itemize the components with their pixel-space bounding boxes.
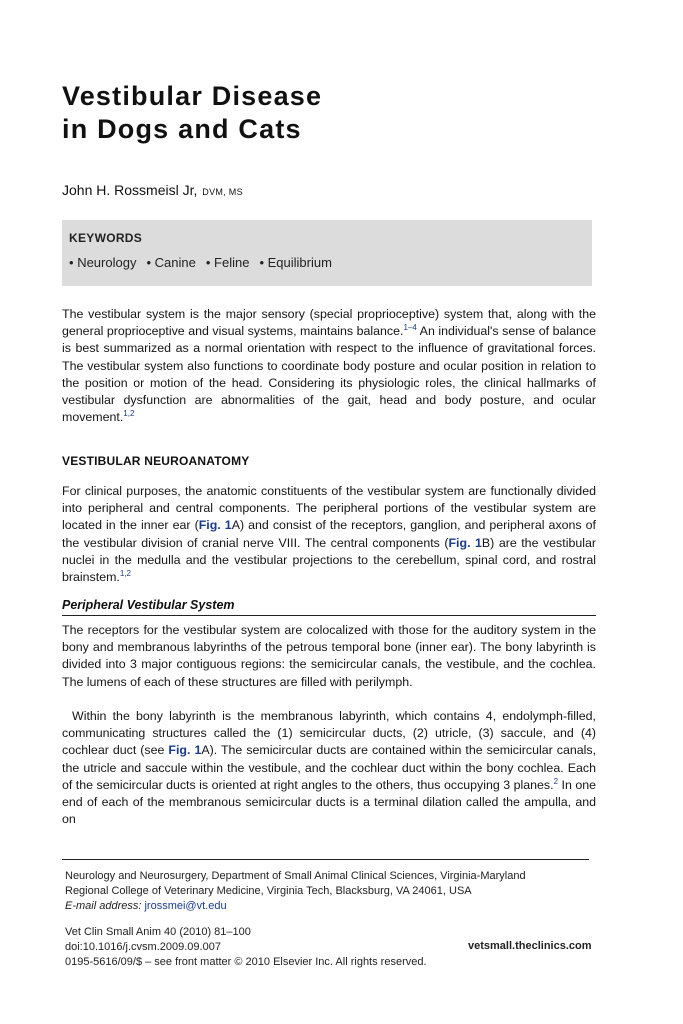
email-line — [65, 899, 595, 914]
keyword-text: Feline — [214, 255, 250, 270]
figure-link[interactable]: Fig. 1 — [168, 743, 202, 758]
citation-block — [65, 925, 427, 970]
intro-paragraph: The vestibular system is the major sensory (special proprioceptive) system that, along with the general proprioceptive and visual systems, maintains balance.$^{1-4}$ An individual's sense of balance is best summarized as a normal orientation with respect to the influence of gravitational forces. The vestibular system also functions to coordinate body posture and ocular position in relation to the position or motion of the head. Considering its physiologic roles, the clinical hallmarks of vestibular dysfunction are abnormalities of the gait, head and body posture, and ocular movement.$^{1,2}$ — [62, 307, 596, 425]
peripheral-paragraph-2: Within the bony labyrinth is the membranous labyrinth, which contains 4, endolymph-filled, communicating structures called the (1) semicircular ducts, (2) utricle, (3) saccule, and (4) cochlear duct (see Fig. 1A). The semicircular ducts are contained within the semicircular canals, the utricle and saccule within the vestibule, and the cochlear duct within the bony cochlea. Each of the semicircular ducts is oriented at right angles to the others, thus occupying 3 planes.$^2$ In one end of each of the membranous semicircular ducts is a terminal dilation called the ampulla, and on — [62, 709, 597, 827]
section-heading: VESTIBULAR NEUROANATOMY — [62, 454, 250, 468]
email-label: E-mail address: — [65, 900, 142, 912]
keyword-text: Canine — [154, 255, 196, 270]
journal-citation: Vet Clin Small Anim 40 (2010) 81–100 — [65, 926, 251, 938]
keyword-item — [69, 255, 136, 270]
copyright-line: 0195-5616/09/$ – see front matter © 2010 Elsevier Inc. All rights reserved. — [65, 956, 427, 968]
reference-link[interactable]: 1,2 — [123, 409, 135, 419]
email-link[interactable]: jrossmei@vt.edu — [144, 900, 227, 912]
keywords-heading: KEYWORDS — [69, 231, 143, 245]
title-line-2: in Dogs and Cats — [62, 114, 302, 144]
doi: doi:10.1016/j.cvsm.2009.09.007 — [65, 941, 221, 953]
keyword-text: Equilibrium — [267, 255, 332, 270]
journal-url-link[interactable]: vetsmall.theclinics.com — [468, 940, 592, 952]
reference-link[interactable]: 1–4 — [403, 323, 417, 333]
bullet-icon: • — [259, 255, 265, 270]
keyword-text: Neurology — [77, 255, 137, 270]
subsection-heading: Peripheral Vestibular System — [62, 598, 235, 612]
keyword-item — [146, 255, 195, 270]
article-title — [62, 80, 622, 146]
keyword-item — [206, 255, 250, 270]
keywords-box — [62, 220, 592, 286]
keywords-list — [69, 255, 332, 270]
author-name: John H. Rossmeisl Jr, — [62, 182, 198, 198]
bullet-icon: • — [205, 255, 211, 270]
keyword-item — [259, 255, 332, 270]
bullet-icon: • — [146, 255, 152, 270]
reference-link[interactable]: 1,2 — [119, 569, 131, 579]
footnote-divider — [62, 859, 589, 860]
author-line — [62, 182, 243, 198]
peripheral-paragraph-1: The receptors for the vestibular system are colocalized with those for the auditory system in the bony and membranous labyrinths of the petrous temporal bone (inner ear). The bony labyrinth is divided into 3 major contiguous regions: the semicircular canals, the vestibule, and the cochlea. The lumens of each of these structures are filled with perilymph. — [62, 623, 596, 689]
subsection-divider — [62, 615, 596, 616]
neuroanatomy-paragraph: For clinical purposes, the anatomic constituents of the vestibular system are functionally divided into peripheral and central components. The peripheral portions of the vestibular system are located in the inner ear (Fig. 1A) and consist of the receptors, ganglion, and peripheral axons of the vestibular division of cranial nerve VIII. The central components (Fig. 1B) are the vestibular nuclei in the medulla and the vestibular projections to the cerebellum, spinal cord, and rostral brainstem.$^{1,2}$ — [62, 484, 597, 585]
title-line-1: Vestibular Disease — [62, 81, 323, 111]
affiliation-line-1: Neurology and Neurosurgery, Department of Small Animal Clinical Sciences, Virginia-Maryland — [65, 870, 526, 882]
reference-link[interactable]: 2 — [553, 776, 559, 786]
figure-link[interactable]: Fig. 1 — [448, 535, 482, 550]
bullet-icon: • — [69, 255, 74, 270]
affiliation-block — [65, 869, 595, 914]
author-degrees: DVM, MS — [202, 187, 243, 197]
affiliation-line-2: Regional College of Veterinary Medicine, Virginia Tech, Blacksburg, VA 24061, USA — [65, 885, 472, 897]
figure-link[interactable]: Fig. 1 — [198, 518, 232, 533]
